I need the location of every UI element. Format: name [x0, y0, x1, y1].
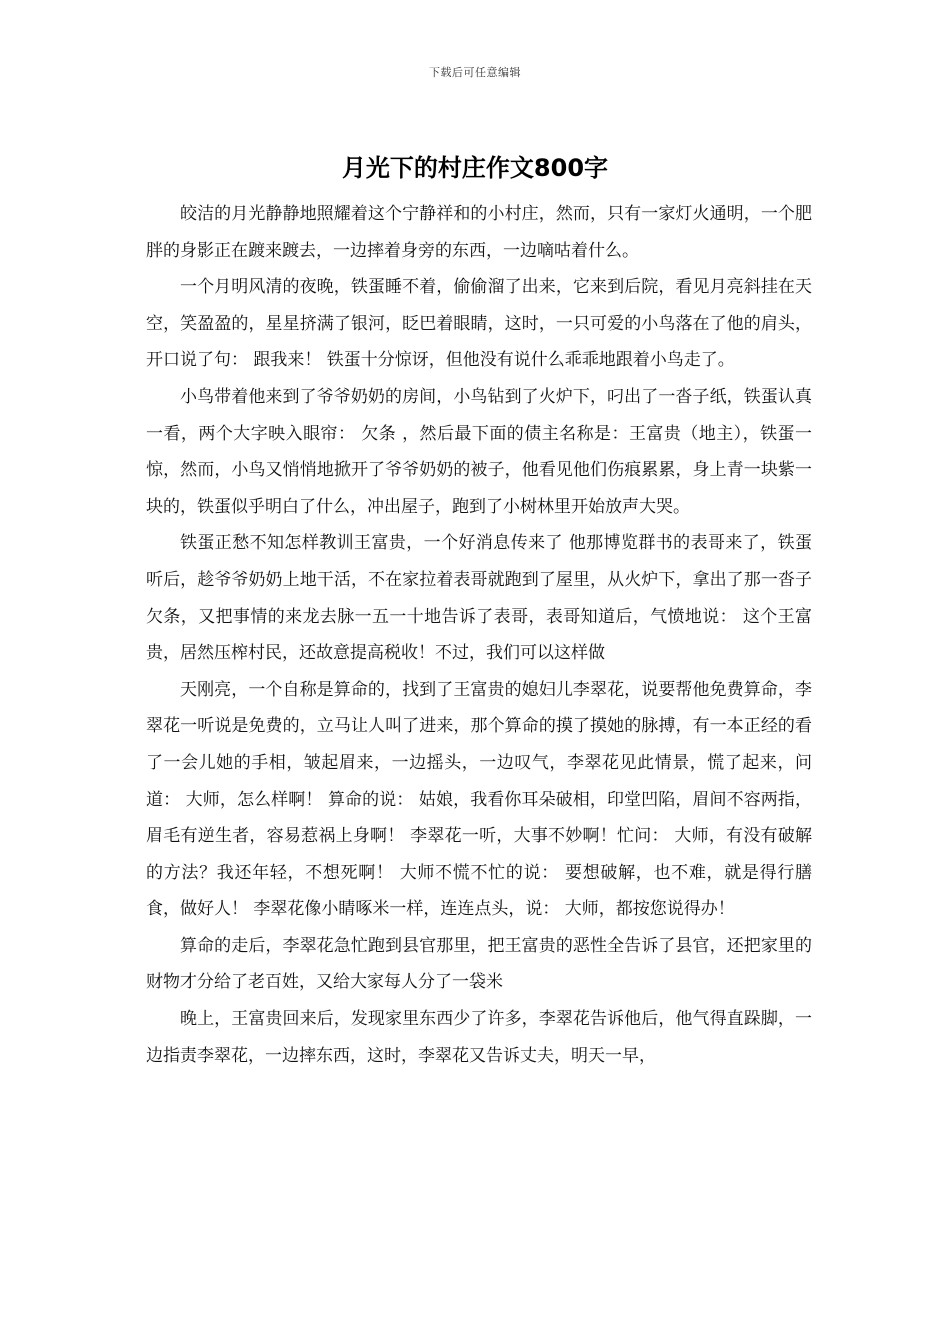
paragraph: 皎洁的月光静静地照耀着这个宁静祥和的小村庄，然而，只有一家灯火通明，一个肥胖的身影正在踱来踱去，一边摔着身旁的东西，一边嘀咕着什么。: [146, 204, 812, 261]
paragraph: 一个月明风清的夜晚，铁蛋睡不着，偷偷溜了出来，它来到后院，看见月亮斜挂在天空，笑盈盈的，星星挤满了银河，眨巴着眼睛，这时，一只可爱的小鸟落在了他的肩头，开口说了句： 跟我来！ 铁蛋十分惊讶，但他没有说什么乖乖地跟着小鸟走了。: [146, 277, 812, 371]
essay-body: [146, 196, 812, 1074]
paragraph: 算命的走后，李翠花急忙跑到县官那里，把王富贵的恶性全告诉了县官，还把家里的财物才分给了老百姓，又给大家每人分了一袋米: [146, 935, 812, 993]
header-note: 下载后可任意编辑: [429, 66, 521, 79]
paragraph: 晚上，王富贵回来后，发现家里东西少了许多，李翠花告诉他后，他气得直跺脚，一边指责李翠花，一边摔东西，这时，李翠花又告诉丈夫，明天一早，: [146, 1009, 812, 1066]
paragraph: 天刚亮，一个自称是算命的，找到了王富贵的媳妇儿李翠花，说要帮他免费算命，李翠花一听说是免费的，立马让人叫了进来，那个算命的摸了摸她的脉搏，有一本正经的看了一会儿她的手相，皱起眉来，一边摇头，一边叹气，李翠花见此情景，慌了起来，问道： 大师，怎么样啊！ 算命的说： 姑娘，我看你耳朵破相，印堂凹陷，眉间不容两指，眉毛有逆生者，容易惹祸上身啊！ 李翠花一听，大事不妙啊！忙问： 大师，有没有破解的方法？我还年轻，不想死啊！ 大师不慌不忙的说： 要想破解，也不难，就是得行膳食，做好人！ 李翠花像小睛啄米一样，连连点头，说： 大师，都按您说得办！: [146, 679, 812, 920]
paragraph: 小鸟带着他来到了爷爷奶奶的房间，小鸟钻到了火炉下，叼出了一沓子纸，铁蛋认真一看，两个大字映入眼帘： 欠条 ，然后最下面的债主名称是：王富贵（地主），铁蛋一惊，然而，小鸟又悄悄地掀开了爷爷奶奶的被子，他看见他们伤痕累累，身上青一块紫一块的，铁蛋似乎明白了什么，冲出屋子，跑到了小树林里开始放声大哭。: [146, 386, 812, 517]
page-title: 月光下的村庄作文800字: [341, 154, 609, 182]
paragraph: 铁蛋正愁不知怎样教训王富贵，一个好消息传来了 他那博览群书的表哥来了，铁蛋听后，趁爷爷奶奶上地干活，不在家拉着表哥就跑到了屋里，从火炉下，拿出了那一沓子欠条，又把事情的来龙去脉一五一十地告诉了表哥，表哥知道后，气愤地说： 这个王富贵，居然压榨村民，还故意提高税收！不过，我们可以这样做: [146, 533, 812, 664]
